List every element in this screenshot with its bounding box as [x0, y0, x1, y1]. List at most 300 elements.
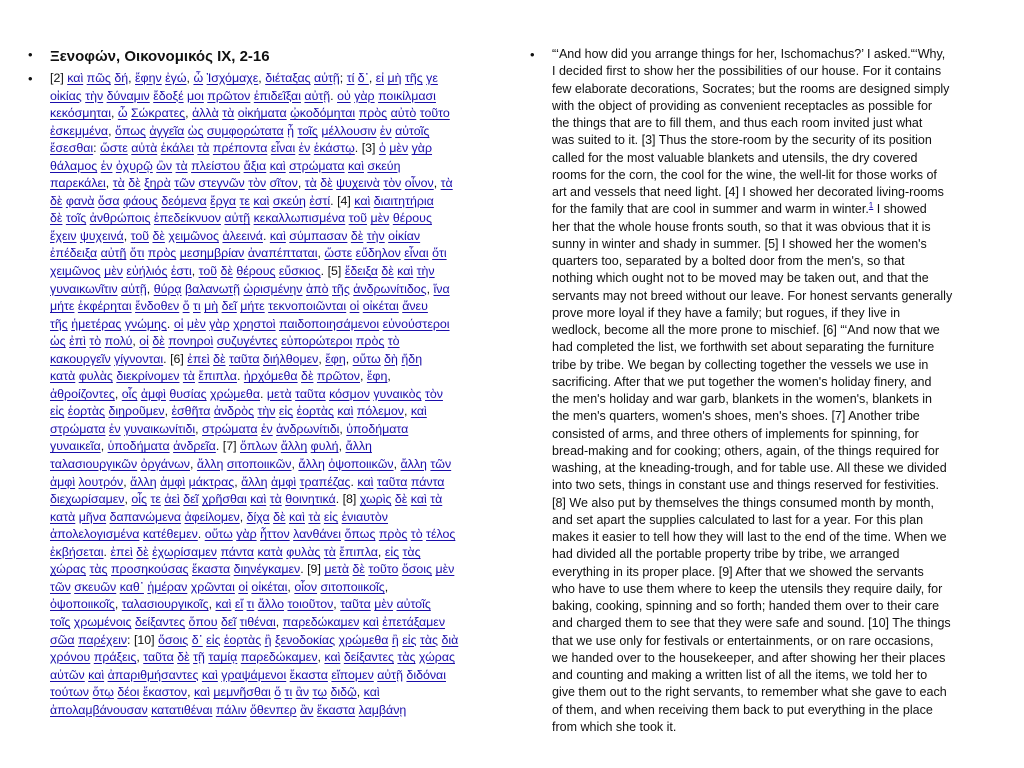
greek-word-link[interactable]: εὐπορώτεροι	[281, 334, 353, 349]
greek-word-link[interactable]: αὐτοῖς	[396, 597, 431, 612]
greek-word-link[interactable]: γίγνονται	[114, 351, 164, 366]
greek-word-link[interactable]: μήτε	[240, 299, 265, 314]
greek-word-link[interactable]: λαμβάνῃ	[358, 702, 407, 717]
greek-word-link[interactable]: ταῦτα	[228, 351, 260, 366]
greek-word-link[interactable]: ἐσκεμμένα	[50, 123, 109, 138]
greek-word-link[interactable]: ὡς	[50, 334, 66, 349]
greek-word-link[interactable]: καὶ	[357, 474, 374, 489]
greek-word-link[interactable]: μῆνα	[78, 509, 107, 524]
greek-word-link[interactable]: τὰ	[222, 106, 235, 121]
greek-word-link[interactable]: διδῷ	[330, 685, 357, 700]
greek-word-link[interactable]: ὑποδήματα	[346, 421, 409, 436]
greek-word-link[interactable]: τοῦ	[130, 228, 149, 243]
greek-word-link[interactable]: χώρας	[50, 562, 87, 577]
greek-word-link[interactable]: μὲν	[374, 597, 394, 612]
greek-word-link[interactable]: χρῶνται	[190, 579, 235, 594]
greek-word-link[interactable]: ἡμέραν	[147, 579, 188, 594]
greek-word-link[interactable]: ἐκφέρηται	[77, 299, 132, 314]
greek-word-link[interactable]: εὐνούστεροι	[382, 316, 450, 331]
greek-word-link[interactable]: δέοι	[117, 685, 140, 700]
greek-word-link[interactable]: δὲ	[152, 228, 165, 243]
greek-word-link[interactable]: οἱ	[349, 299, 360, 314]
greek-word-link[interactable]: δ᾽	[357, 71, 369, 85]
greek-word-link[interactable]: στρώματα	[289, 158, 345, 173]
greek-word-link[interactable]: ᾠκοδόμηται	[290, 106, 356, 121]
greek-word-link[interactable]: ἄλλη	[196, 457, 224, 472]
greek-word-link[interactable]: ἔπιπλα	[339, 544, 378, 559]
greek-word-link[interactable]: τέλος	[426, 527, 456, 542]
greek-word-link[interactable]: σκεύη	[272, 193, 306, 208]
greek-word-link[interactable]: καὶ	[348, 158, 364, 173]
greek-word-link[interactable]: πρὸς	[355, 334, 385, 349]
greek-word-link[interactable]: ὅθενπερ	[249, 702, 297, 717]
greek-word-link[interactable]: πῶς	[86, 71, 111, 85]
greek-word-link[interactable]: ὅτι	[129, 246, 145, 261]
greek-word-link[interactable]: τῶν	[430, 457, 452, 472]
greek-word-link[interactable]: τοῦ	[198, 264, 218, 279]
greek-word-link[interactable]: ἐν	[108, 421, 121, 436]
greek-word-link[interactable]: ὅπως	[344, 527, 376, 542]
greek-word-link[interactable]: ὦ	[117, 106, 128, 121]
greek-word-link[interactable]: ἀπαριθμήσαντες	[107, 667, 199, 682]
greek-word-link[interactable]: τὰς	[397, 650, 416, 665]
greek-word-link[interactable]: προσηκούσας	[110, 562, 189, 577]
greek-word-link[interactable]: καὶ	[363, 685, 380, 700]
greek-word-link[interactable]: τὰ	[197, 141, 210, 156]
greek-word-link[interactable]: στεγνῶν	[198, 176, 245, 191]
greek-word-link[interactable]: οἰκέται	[251, 579, 288, 594]
greek-word-link[interactable]: ἀνθρώποις	[89, 211, 151, 226]
greek-word-link[interactable]: καὶ	[193, 685, 210, 700]
greek-word-link[interactable]: πράξεις	[93, 650, 137, 665]
greek-word-link[interactable]: τὰ	[112, 176, 125, 191]
greek-word-link[interactable]: θυσίας	[169, 386, 207, 401]
greek-word-link[interactable]: ἔσεσθαι	[50, 141, 94, 156]
greek-word-link[interactable]: πολύ	[104, 334, 133, 349]
greek-word-link[interactable]: ἀθροίζοντες	[50, 386, 115, 401]
greek-word-link[interactable]: ἀναπέπταται	[247, 246, 318, 261]
greek-word-link[interactable]: δὲ	[50, 211, 63, 226]
greek-word-link[interactable]: ἐπεὶ	[110, 544, 133, 559]
greek-word-link[interactable]: ὅπου	[188, 614, 218, 629]
greek-word-link[interactable]: θέρους	[236, 264, 276, 279]
greek-word-link[interactable]: τιθέναι	[239, 614, 276, 629]
greek-word-link[interactable]: γὰρ	[411, 141, 433, 156]
greek-word-link[interactable]: αὐτῇ	[377, 667, 403, 682]
greek-word-link[interactable]: αὐτοῖς	[395, 123, 430, 138]
greek-word-link[interactable]: οἱ	[139, 334, 149, 349]
greek-word-link[interactable]: γὰρ	[236, 527, 257, 542]
greek-word-link[interactable]: ὥστε	[100, 141, 128, 156]
greek-word-link[interactable]: δαπανώμενα	[109, 509, 182, 524]
greek-word-link[interactable]: τούτων	[50, 685, 89, 700]
greek-word-link[interactable]: ὀργάνων	[140, 457, 191, 472]
greek-word-link[interactable]: πάλιν	[215, 702, 247, 717]
greek-word-link[interactable]: κατὰ	[50, 369, 76, 384]
greek-word-link[interactable]: ἐσθῆτα	[171, 404, 211, 419]
greek-word-link[interactable]: τι	[193, 299, 201, 314]
greek-word-link[interactable]: μὴ	[204, 299, 219, 314]
greek-word-link[interactable]: ἧττον	[260, 527, 290, 542]
greek-word-link[interactable]: μετὰ	[324, 562, 350, 577]
greek-word-link[interactable]: δίχα	[246, 509, 270, 524]
greek-word-link[interactable]: ταμίᾳ	[208, 650, 238, 665]
greek-word-link[interactable]: εἶναι	[270, 141, 296, 156]
greek-word-link[interactable]: δή	[114, 71, 129, 85]
greek-word-link[interactable]: τοιοῦτον	[287, 597, 334, 612]
greek-word-link[interactable]: τὰς	[402, 544, 421, 559]
greek-word-link[interactable]: ᾖ	[287, 123, 295, 138]
greek-word-link[interactable]: παρεδώκαμεν	[282, 614, 360, 629]
greek-word-link[interactable]: ἔδειξα	[344, 264, 378, 279]
greek-word-link[interactable]: διήλθομεν	[262, 351, 319, 366]
greek-word-link[interactable]: τὸ	[410, 527, 423, 542]
greek-word-link[interactable]: ἄλλη	[298, 457, 325, 472]
greek-word-link[interactable]: Ἰσχόμαχε	[206, 71, 259, 85]
greek-word-link[interactable]: εἰς	[323, 509, 339, 524]
greek-word-link[interactable]: ἢ	[264, 632, 272, 647]
greek-word-link[interactable]: ἄλλη	[345, 439, 372, 454]
greek-word-link[interactable]: δὲ	[352, 562, 365, 577]
greek-word-link[interactable]: καθ᾽	[119, 579, 144, 594]
greek-word-link[interactable]: δεῖ	[221, 299, 237, 314]
greek-word-link[interactable]: ὅπως	[114, 123, 146, 138]
greek-word-link[interactable]: τὸ	[89, 334, 102, 349]
greek-word-link[interactable]: τι	[284, 685, 293, 700]
greek-word-link[interactable]: ὀχυρῷ	[115, 158, 153, 173]
greek-word-link[interactable]: κατὰ	[257, 544, 283, 559]
greek-word-link[interactable]: τὴν	[257, 404, 276, 419]
greek-word-link[interactable]: τὰ	[323, 544, 336, 559]
greek-word-link[interactable]: διεκρίνομεν	[116, 369, 180, 384]
greek-word-link[interactable]: ταῦτα	[143, 650, 174, 665]
greek-word-link[interactable]: διηνέγκαμεν	[233, 562, 301, 577]
greek-word-link[interactable]: σιτοποιικῶν	[226, 457, 292, 472]
greek-word-link[interactable]: κεκόσμηται	[50, 106, 111, 121]
greek-word-link[interactable]: κατατιθέναι	[151, 702, 213, 717]
greek-word-link[interactable]: κεκαλλωπισμένα	[253, 211, 346, 226]
greek-word-link[interactable]: τί	[346, 71, 355, 85]
greek-word-link[interactable]: χρηστοὶ	[233, 316, 276, 331]
greek-word-link[interactable]: ὀψοποιικῶν	[328, 457, 394, 472]
greek-word-link[interactable]: τὸν	[248, 176, 267, 191]
greek-word-link[interactable]: ἔνδοθεν	[135, 299, 180, 314]
greek-word-link[interactable]: ἔδοξέ	[153, 88, 184, 103]
greek-word-link[interactable]: ἄνευ	[402, 299, 428, 314]
greek-word-link[interactable]: ἕκαστον	[142, 685, 188, 700]
greek-word-link[interactable]: οἷς	[121, 386, 138, 401]
greek-word-link[interactable]: αὐτῇ	[314, 71, 340, 85]
greek-word-link[interactable]: ἢ	[391, 632, 399, 647]
greek-word-link[interactable]: μεσημβρίαν	[179, 246, 245, 261]
greek-word-link[interactable]: ἑορτὰς	[296, 404, 334, 419]
greek-word-link[interactable]: ἐν	[379, 123, 392, 138]
greek-word-link[interactable]: μεμνῆσθαι	[213, 685, 271, 700]
greek-word-link[interactable]: χωρὶς	[359, 492, 392, 507]
greek-word-link[interactable]: ἀλεεινά	[222, 228, 263, 243]
greek-word-link[interactable]: λανθάνει	[293, 527, 342, 542]
greek-word-link[interactable]: γε	[426, 71, 438, 85]
greek-word-link[interactable]: μὲν	[370, 211, 390, 226]
greek-word-link[interactable]: αὐτὰ	[131, 141, 158, 156]
greek-word-link[interactable]: φυλὰς	[286, 544, 321, 559]
greek-word-link[interactable]: ὅτι	[432, 246, 447, 261]
greek-word-link[interactable]: μὲν	[104, 264, 123, 279]
greek-word-link[interactable]: τὴν	[85, 88, 104, 103]
greek-word-link[interactable]: διῃροῦμεν	[108, 404, 165, 419]
greek-word-link[interactable]: ἐκβήσεται	[50, 544, 104, 559]
greek-word-link[interactable]: φάους	[123, 193, 158, 208]
greek-word-link[interactable]: ἀπὸ	[305, 281, 329, 296]
greek-word-link[interactable]: τὸν	[383, 176, 402, 191]
greek-word-link[interactable]: τε	[239, 193, 250, 208]
greek-word-link[interactable]: ὁ	[378, 141, 386, 156]
greek-word-link[interactable]: χειμῶνος	[50, 264, 101, 279]
greek-word-link[interactable]: στρώματα	[50, 421, 106, 436]
greek-word-link[interactable]: αὐτῇ	[224, 211, 251, 226]
greek-word-link[interactable]: ἐν	[100, 158, 113, 173]
greek-word-link[interactable]: αὐτῇ	[121, 281, 147, 296]
greek-word-link[interactable]: αὐτὸ	[390, 106, 417, 121]
greek-word-link[interactable]: εἰς	[402, 632, 417, 647]
greek-word-link[interactable]: ἄλλο	[257, 597, 284, 612]
greek-word-link[interactable]: παρέχειν	[77, 632, 128, 647]
greek-word-link[interactable]: γυναικὸς	[373, 386, 422, 401]
greek-word-link[interactable]: πάντα	[220, 544, 255, 559]
greek-word-link[interactable]: ἔχειν	[50, 228, 77, 243]
greek-word-link[interactable]: ἔφη	[325, 351, 346, 366]
greek-word-link[interactable]: ἑκάστῳ	[313, 141, 355, 156]
greek-word-link[interactable]: τι	[246, 597, 255, 612]
greek-word-link[interactable]: ἀνδρωνίτιδι	[276, 421, 340, 436]
greek-word-link[interactable]: καὶ	[362, 614, 379, 629]
greek-word-link[interactable]: εἰς	[278, 404, 294, 419]
greek-word-link[interactable]: αὐτῶν	[50, 667, 85, 682]
greek-word-link[interactable]: ἠρχόμεθα	[243, 369, 298, 384]
greek-word-link[interactable]: ποικίλμασι	[378, 88, 436, 103]
greek-word-link[interactable]: γὰρ	[209, 316, 230, 331]
greek-word-link[interactable]: ἂν	[295, 685, 310, 700]
greek-word-link[interactable]: ὅσα	[97, 193, 120, 208]
greek-word-link[interactable]: συζυγέντες	[216, 334, 278, 349]
greek-word-link[interactable]: ἀπολελογισμένα	[50, 527, 140, 542]
greek-word-link[interactable]: ψυχεινά	[79, 228, 124, 243]
greek-word-link[interactable]: οἶνον	[404, 176, 434, 191]
greek-word-link[interactable]: φυλή	[310, 439, 339, 454]
greek-word-link[interactable]: τοῖς	[297, 123, 318, 138]
greek-word-link[interactable]: ἔφη	[366, 369, 388, 384]
greek-word-link[interactable]: σκεύη	[367, 158, 401, 173]
greek-word-link[interactable]: σιτοποιικοῖς	[320, 579, 385, 594]
greek-word-link[interactable]: ταλασιουργικοῖς	[121, 597, 209, 612]
greek-word-link[interactable]: τῆς	[332, 281, 350, 296]
greek-word-link[interactable]: πρὸς	[147, 246, 177, 261]
greek-word-link[interactable]: δεῖ	[183, 492, 199, 507]
greek-word-link[interactable]: ἐπεδείκνυον	[153, 211, 221, 226]
greek-word-link[interactable]: μὴ	[387, 71, 402, 85]
greek-word-link[interactable]: χρώμεθα	[338, 632, 389, 647]
greek-word-link[interactable]: ὡρισμένην	[243, 281, 303, 296]
greek-word-link[interactable]: μάκτρας	[188, 474, 235, 489]
greek-word-link[interactable]: οἰκέται	[362, 299, 399, 314]
greek-word-link[interactable]: ἐκάλει	[160, 141, 194, 156]
greek-word-link[interactable]: δ᾽	[191, 632, 203, 647]
greek-word-link[interactable]: ξηρὰ	[144, 176, 171, 191]
greek-word-link[interactable]: ταῦτα	[295, 386, 326, 401]
greek-word-link[interactable]: πρὸς	[358, 106, 388, 121]
greek-word-link[interactable]: ξενοδοκίας	[275, 632, 336, 647]
greek-word-link[interactable]: τὰ	[308, 509, 321, 524]
greek-word-link[interactable]: στρώματα	[202, 421, 258, 436]
greek-word-link[interactable]: πρῶτον	[316, 369, 360, 384]
greek-word-link[interactable]: φυλὰς	[78, 369, 113, 384]
greek-word-link[interactable]: μέλλουσιν	[321, 123, 377, 138]
greek-word-link[interactable]: ἤδη	[401, 351, 423, 366]
greek-word-link[interactable]: μὲν	[435, 562, 455, 577]
greek-word-link[interactable]: σῖτον	[269, 176, 298, 191]
greek-word-link[interactable]: ἔργα	[210, 193, 237, 208]
greek-word-link[interactable]: δὲ	[394, 492, 408, 507]
greek-word-link[interactable]: μετὰ	[266, 386, 292, 401]
greek-word-link[interactable]: δὲ	[320, 176, 333, 191]
greek-word-link[interactable]: συμφορώτατα	[206, 123, 284, 138]
greek-word-link[interactable]: οἷον	[294, 579, 318, 594]
greek-word-link[interactable]: ὅ	[182, 299, 190, 314]
greek-word-link[interactable]: πόλεμον	[356, 404, 404, 419]
greek-word-link[interactable]: ἀγγεῖα	[149, 123, 185, 138]
greek-word-link[interactable]: οὕτω	[204, 527, 233, 542]
greek-word-link[interactable]: ὅτῳ	[92, 685, 114, 700]
greek-word-link[interactable]: οἰκίας	[50, 88, 82, 103]
greek-word-link[interactable]: γὰρ	[354, 88, 375, 103]
greek-word-link[interactable]: παρεδώκαμεν	[240, 650, 318, 665]
greek-word-link[interactable]: χρωμένοις	[73, 614, 132, 629]
greek-word-link[interactable]: τῇ	[193, 650, 205, 665]
greek-word-link[interactable]: οἰκίαν	[388, 228, 421, 243]
greek-word-link[interactable]: δείξαντες	[134, 614, 186, 629]
greek-word-link[interactable]: ὦ	[193, 71, 204, 85]
greek-word-link[interactable]: αὐτῇ	[100, 246, 127, 261]
footnote-link[interactable]: 1	[868, 201, 874, 211]
greek-word-link[interactable]: δὲ	[128, 176, 141, 191]
greek-word-link[interactable]: ἀμφὶ	[50, 474, 76, 489]
greek-word-link[interactable]: χώρας	[418, 650, 455, 665]
greek-word-link[interactable]: εἶναι	[404, 246, 429, 261]
greek-word-link[interactable]: καὶ	[250, 492, 267, 507]
greek-word-link[interactable]: οἱ	[238, 579, 248, 594]
greek-word-link[interactable]: τὰ	[440, 176, 453, 191]
greek-word-link[interactable]: δὲ	[301, 369, 314, 384]
greek-word-link[interactable]: διδόναι	[406, 667, 446, 682]
greek-word-link[interactable]: ὀψοποιικοῖς	[50, 597, 115, 612]
greek-word-link[interactable]: ἀμφὶ	[160, 474, 186, 489]
greek-word-link[interactable]: κατέθεμεν	[142, 527, 198, 542]
greek-word-link[interactable]: ἕκαστα	[289, 667, 328, 682]
greek-word-link[interactable]: τῳ	[312, 685, 328, 700]
greek-word-link[interactable]: μήτε	[50, 299, 75, 314]
greek-word-link[interactable]: τὰς	[89, 562, 108, 577]
greek-word-link[interactable]: καὶ	[88, 667, 105, 682]
greek-word-link[interactable]: τῶν	[50, 579, 71, 594]
greek-word-link[interactable]: πάντα	[410, 474, 445, 489]
greek-word-link[interactable]: ἄλλη	[400, 457, 427, 472]
greek-word-link[interactable]: ἔφην	[135, 71, 162, 85]
greek-word-link[interactable]: πρὸς	[378, 527, 408, 542]
greek-word-link[interactable]: τὴν	[416, 264, 435, 279]
greek-word-link[interactable]: εἴπομεν	[331, 667, 374, 682]
greek-word-link[interactable]: διὰ	[441, 632, 459, 647]
greek-word-link[interactable]: δεῖ	[220, 614, 237, 629]
greek-word-link[interactable]: ἀπολαμβάνουσαν	[50, 702, 148, 717]
greek-word-link[interactable]: τοῖς	[50, 614, 71, 629]
greek-word-link[interactable]: γυναικωνῖτιν	[50, 281, 118, 296]
greek-word-link[interactable]: ἐν	[298, 141, 311, 156]
greek-word-link[interactable]: καὶ	[269, 158, 286, 173]
greek-word-link[interactable]: διαιτητήρια	[373, 193, 434, 208]
greek-word-link[interactable]: τῆς	[404, 71, 423, 85]
greek-word-link[interactable]: ὢν	[156, 158, 173, 173]
greek-word-link[interactable]: ὡς	[187, 123, 204, 138]
greek-word-link[interactable]: αὐτῇ	[304, 88, 331, 103]
greek-word-link[interactable]: τὰ	[430, 492, 443, 507]
greek-word-link[interactable]: παρεκάλει	[50, 176, 106, 191]
greek-word-link[interactable]: ἄλλη	[130, 474, 157, 489]
greek-word-link[interactable]: τοῦτο	[419, 106, 450, 121]
greek-word-link[interactable]: ἀλλὰ	[192, 106, 219, 121]
greek-word-link[interactable]: ἐπετάξαμεν	[382, 614, 446, 629]
greek-word-link[interactable]: ἀφείλομεν	[184, 509, 240, 524]
greek-word-link[interactable]: οἱ	[173, 316, 184, 331]
greek-word-link[interactable]: ἐπεὶ	[187, 351, 210, 366]
greek-word-link[interactable]: καὶ	[288, 509, 305, 524]
greek-word-link[interactable]: εὔδηλον	[355, 246, 401, 261]
greek-word-link[interactable]: εἰ	[375, 71, 385, 85]
greek-word-link[interactable]: χρῆσθαι	[201, 492, 247, 507]
greek-word-link[interactable]: ἐστι	[170, 264, 192, 279]
greek-word-link[interactable]: τῶν	[174, 176, 195, 191]
greek-word-link[interactable]: πονηροὶ	[168, 334, 214, 349]
greek-word-link[interactable]: ταῦτα	[340, 597, 371, 612]
greek-word-link[interactable]: ἐγώ	[165, 71, 187, 85]
greek-word-link[interactable]: εὐήλιός	[126, 264, 168, 279]
greek-word-link[interactable]: εὔσκιος	[278, 264, 321, 279]
greek-word-link[interactable]: λουτρόν	[78, 474, 124, 489]
greek-word-link[interactable]: ψυχεινὰ	[336, 176, 380, 191]
greek-word-link[interactable]: δὲ	[350, 228, 364, 243]
greek-word-link[interactable]: καὶ	[269, 228, 286, 243]
greek-word-link[interactable]: ἀνδρεῖα	[173, 439, 216, 454]
greek-word-link[interactable]: θέρους	[392, 211, 432, 226]
greek-word-link[interactable]: δὲ	[213, 351, 226, 366]
greek-word-link[interactable]: θοινητικά	[285, 492, 336, 507]
greek-word-link[interactable]: ἐστί	[309, 193, 331, 208]
greek-word-link[interactable]: σύμπασαν	[289, 228, 348, 243]
greek-word-link[interactable]: τὰ	[175, 158, 188, 173]
greek-word-link[interactable]: Σώκρατες	[131, 106, 186, 121]
greek-word-link[interactable]: ἑορτὰς	[223, 632, 262, 647]
greek-word-link[interactable]: τοῖς	[65, 211, 87, 226]
greek-word-link[interactable]: δὲ	[152, 334, 165, 349]
greek-word-link[interactable]: ὅ	[274, 685, 282, 700]
greek-word-link[interactable]: οἰκήματα	[237, 106, 287, 121]
greek-word-link[interactable]: δὲ	[50, 193, 63, 208]
greek-word-link[interactable]: καὶ	[201, 667, 218, 682]
greek-word-link[interactable]: ἄλλη	[241, 474, 268, 489]
greek-word-link[interactable]: δὲ	[136, 544, 149, 559]
greek-word-link[interactable]: καὶ	[354, 193, 371, 208]
greek-word-link[interactable]: ἵνα	[433, 281, 450, 296]
greek-word-link[interactable]: καὶ	[324, 650, 341, 665]
